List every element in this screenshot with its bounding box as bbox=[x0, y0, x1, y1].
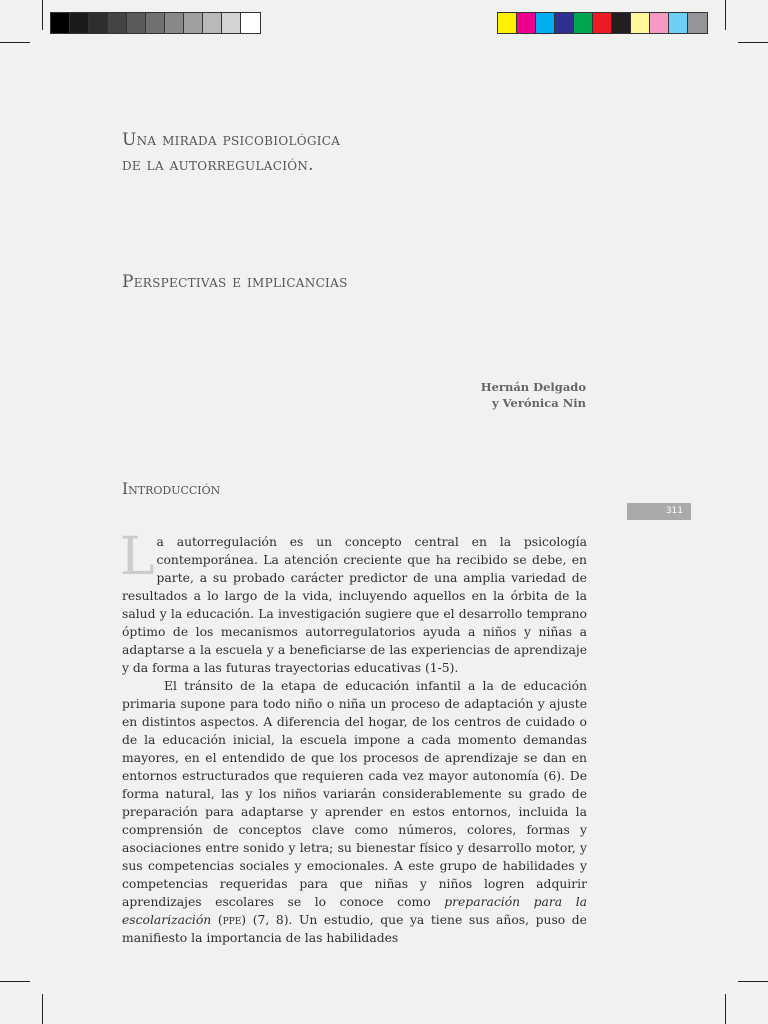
calibration-swatch bbox=[241, 13, 260, 33]
color-calibration-bar bbox=[497, 12, 708, 34]
abbreviation: (ppe) bbox=[217, 913, 247, 927]
body-text bbox=[120, 527, 588, 947]
crop-mark bbox=[42, 0, 43, 30]
calibration-swatch bbox=[127, 13, 146, 33]
calibration-swatch bbox=[612, 13, 631, 33]
calibration-swatch bbox=[555, 13, 574, 33]
section-heading: Introducción bbox=[122, 480, 221, 498]
drop-cap: L bbox=[120, 527, 155, 587]
calibration-swatch bbox=[498, 13, 517, 33]
crop-mark bbox=[738, 981, 768, 982]
calibration-swatch bbox=[89, 13, 108, 33]
crop-mark bbox=[738, 42, 768, 43]
calibration-swatch bbox=[517, 13, 536, 33]
authors bbox=[481, 379, 586, 411]
crop-mark bbox=[0, 981, 30, 982]
calibration-swatch bbox=[536, 13, 555, 33]
chapter-title-line2: de la autorregulación. bbox=[122, 155, 314, 175]
chapter-subtitle: Perspectivas e implicancias bbox=[122, 272, 348, 292]
calibration-swatch bbox=[688, 13, 707, 33]
paragraph bbox=[122, 677, 587, 947]
calibration-swatch bbox=[669, 13, 688, 33]
crop-mark bbox=[725, 994, 726, 1024]
crop-mark bbox=[725, 0, 726, 30]
paragraph bbox=[120, 527, 587, 677]
calibration-swatch bbox=[165, 13, 184, 33]
calibration-swatch bbox=[574, 13, 593, 33]
calibration-swatch bbox=[70, 13, 89, 33]
crop-mark bbox=[42, 994, 43, 1024]
emphasis-term: preparación para la escolarización bbox=[122, 895, 588, 927]
chapter-title-line1: Una mirada psicobiológica bbox=[122, 130, 341, 150]
page-number: 311 bbox=[627, 503, 691, 520]
calibration-swatch bbox=[51, 13, 70, 33]
author-line1: Hernán Delgado bbox=[480, 380, 586, 394]
calibration-swatch bbox=[146, 13, 165, 33]
calibration-swatch bbox=[184, 13, 203, 33]
paragraph-text: El tránsito de la etapa de educación infantil a la de educación primaria supone para todo niño o niña un proceso de adaptación y ajuste en distintos aspectos. A diferencia del hogar, de los centros de cuidado o de la educación inicial, la escuela impone a cada momento demandas mayores, en el entendido de que los procesos de aprendizaje se dan en entornos estructurados que requieren cada vez mayor autonomía (6). De forma natural, las y los niños variarán considerablemente su grado de preparación para adaptarse y aprender en estos entornos, incluida la comprensión de conceptos clave como números, colores, formas y asociaciones entre sonido y letra; su bienestar físico y desarrollo motor, y sus competencias sociales y emocionales. A este grupo de habilidades y competencias requeridas para que niñas y niños logren adquirir aprendizajes escolares se lo conoce como bbox=[122, 679, 587, 909]
author-line2: y Verónica Nin bbox=[491, 396, 586, 410]
paragraph-text: a autorregulación es un concepto central en la psicología contemporánea. La atención creciente que ha recibido se debe, en parte, a su probado carácter predictor de una amplia variedad de resultados a lo largo de la vida, incluyendo aquellos en la órbita de la salud y la educación. La investigación sugiere que el desarrollo temprano óptimo de los mecanismos autorregulatorios ayuda a niños y niñas a adaptarse a la escuela y a beneficiarse de las experiencias de aprendizaje y da forma a las futuras trayectorias educativas (1-5). bbox=[122, 535, 587, 675]
calibration-swatch bbox=[222, 13, 241, 33]
calibration-swatch bbox=[650, 13, 669, 33]
grayscale-calibration-bar bbox=[50, 12, 261, 34]
calibration-swatch bbox=[631, 13, 650, 33]
paragraph-text: (7, 8). Un estudio, que ya tiene sus años, puso de manifiesto la importancia de las habilidades bbox=[122, 913, 587, 945]
calibration-swatch bbox=[593, 13, 612, 33]
crop-mark bbox=[0, 42, 30, 43]
calibration-swatch bbox=[108, 13, 127, 33]
calibration-swatch bbox=[203, 13, 222, 33]
